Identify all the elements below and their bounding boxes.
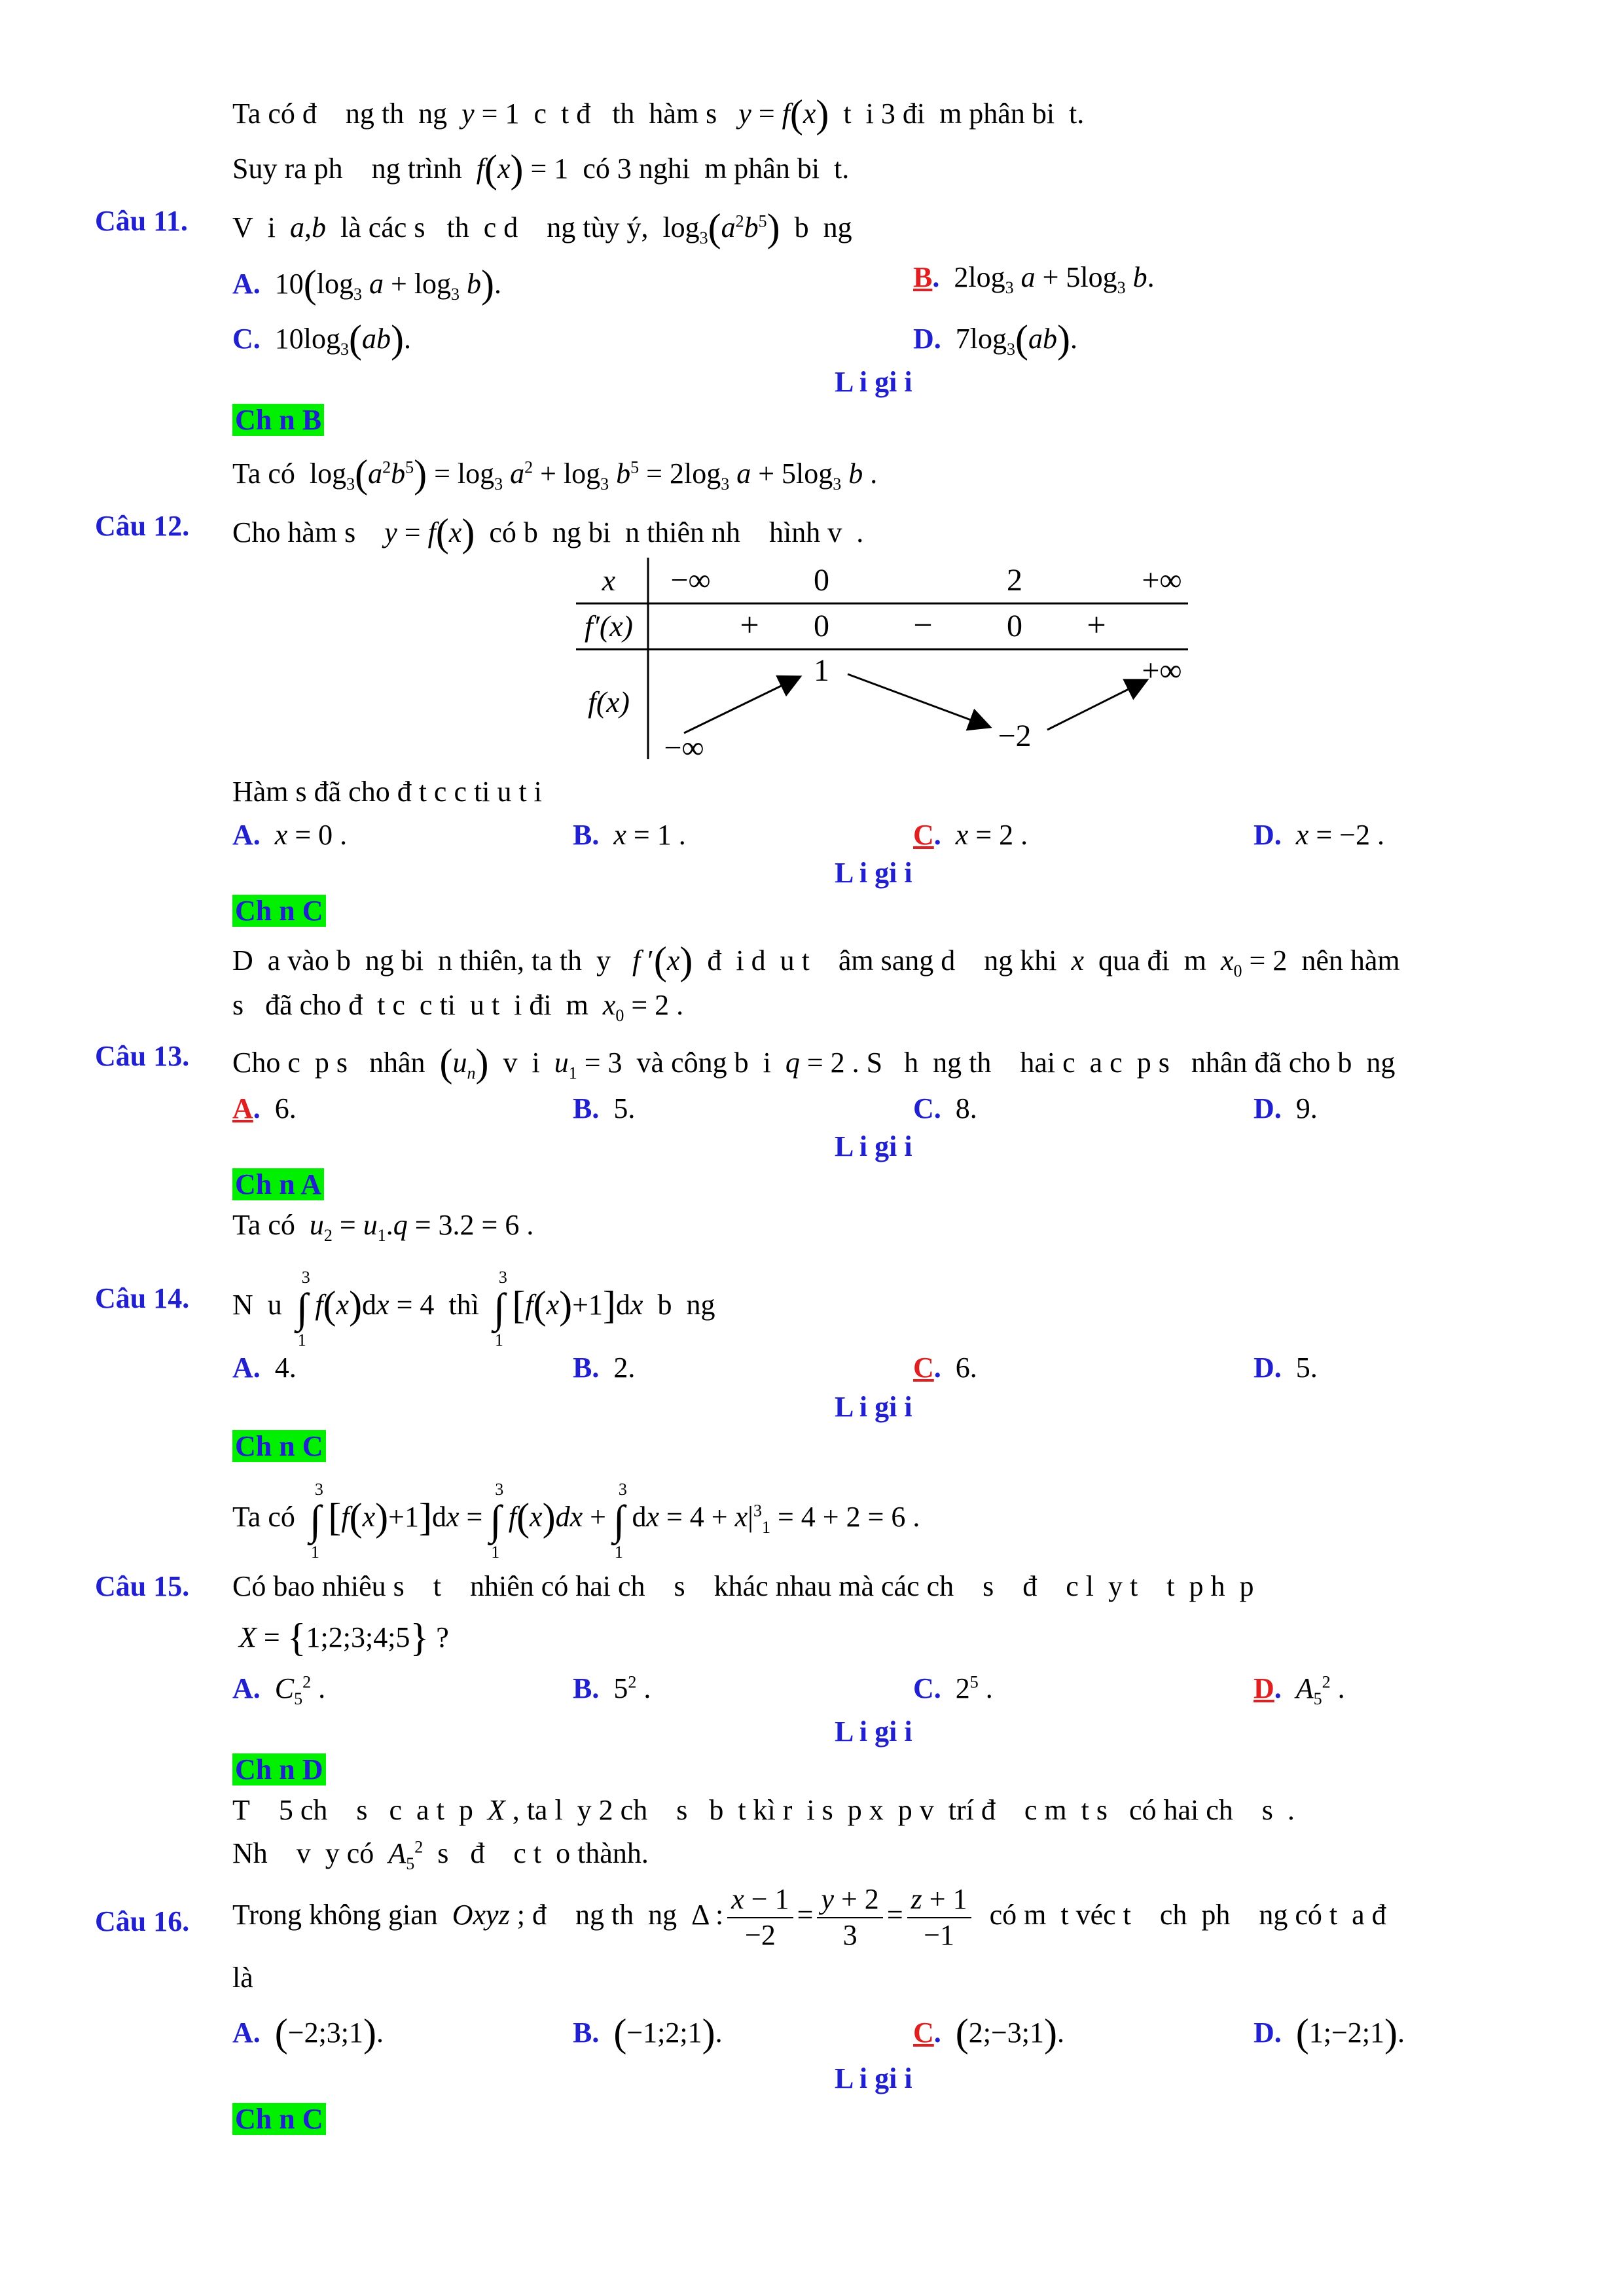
option-a-value: 4. — [274, 1352, 297, 1384]
table-x-label: x — [602, 564, 616, 597]
solution-heading: L i gi i — [835, 1715, 912, 1748]
x-value: 0 — [814, 563, 829, 598]
option-c[interactable]: C. (2;−3;1). — [913, 2011, 1065, 2054]
option-a[interactable]: A. (−2;3;1). — [232, 2011, 384, 2054]
solution-text: T 5 ch s c a t p X , ta l y 2 ch s b t kì r i s p x p v trí đ c m t s có hai ch s . — [232, 1794, 1295, 1826]
option-b[interactable]: B. x = 1 . — [573, 819, 686, 851]
option-d[interactable]: D. 9. — [1254, 1092, 1318, 1124]
solution-text: Ta có ∫ 3 1 [f(x)+1]dx = ∫ 3 1 f(x)dx + ∫ 3 1 dx = $4 + x|^3_1 = 4 + 2 = 6$ . — [232, 1480, 920, 1562]
text-line: Suy ra ph ng trình f(x) = 1 có 3 nghi m phân bi t. — [232, 147, 850, 190]
question-text: Hàm s đã cho đ t c c ti u t i — [232, 776, 542, 808]
chosen-badge: Ch n B — [232, 404, 324, 436]
chosen-badge: Ch n D — [232, 1753, 326, 1785]
f-value: 1 — [814, 653, 829, 688]
solution-text: s đã cho đ t c c ti u t i đi m $x_0 = 2$ . — [232, 989, 684, 1025]
sign: − — [913, 607, 933, 644]
option-d-value: 9. — [1295, 1092, 1318, 1124]
option-a[interactable]: A. $C_5^2$ . — [232, 1672, 326, 1708]
option-b[interactable]: B. $5^2$ . — [573, 1672, 651, 1704]
solution-heading: L i gi i — [835, 2062, 912, 2094]
solution-heading: L i gi i — [835, 1130, 912, 1162]
option-c[interactable]: C. x = 2 . — [913, 819, 1028, 851]
question-text: Cho hàm s y = f(x) có b ng bi n thiên nh hình v . — [232, 511, 864, 554]
option-d[interactable]: D. x = −2 . — [1254, 819, 1384, 851]
f-value: +∞ — [1142, 653, 1182, 688]
f-value: −∞ — [664, 730, 704, 765]
solution-heading: L i gi i — [835, 857, 912, 889]
sign: + — [1087, 607, 1106, 644]
question-label: Câu 16. — [95, 1905, 190, 1937]
chosen-badge: Ch n C — [232, 1430, 326, 1462]
arrow-up — [684, 677, 799, 733]
table-fp-label: f′(x) — [585, 609, 633, 643]
sign: 0 — [814, 609, 829, 643]
option-d[interactable]: D. $A_5^2$ . — [1254, 1672, 1345, 1708]
question-text: Trong không gian Oxyz ; đ ng th ng Δ : $\frac{x - 1}{-2}$ = $\frac{y + 2}{3}$ = $\frac{z + 1}{-1}$ có m t véc t ch ph ng có t a đ — [232, 1883, 1401, 1951]
sign: 0 — [1007, 609, 1022, 643]
chosen-answer — [232, 894, 326, 929]
option-c[interactable]: C. 8. — [913, 1092, 977, 1124]
solution-text: Nh v y có $A_5^2$ s đ c t o thành. — [232, 1837, 649, 1873]
option-a[interactable]: A. x = 0 . — [232, 819, 348, 851]
option-c[interactable]: C. $10\log_3(ab)$. — [232, 317, 411, 361]
question-text: Cho c p s nhân $(u_n)$ v i $u_1 = 3$ và công b i q = 2 . S h ng th hai c a c p s nhân đã cho b ng — [232, 1041, 1396, 1085]
option-d[interactable]: D. (1;−2;1). — [1254, 2011, 1405, 2054]
option-c-value: 6. — [955, 1352, 977, 1384]
chosen-answer — [232, 1753, 326, 1787]
option-d[interactable]: D. $7\log_3(ab)$. — [913, 317, 1077, 361]
question-label: Câu 13. — [95, 1040, 190, 1072]
chosen-badge: Ch n C — [232, 895, 326, 927]
chosen-answer — [232, 2102, 326, 2137]
chosen-answer — [232, 1429, 326, 1464]
arrow-down — [848, 674, 988, 726]
x-value: −∞ — [670, 563, 711, 598]
option-c-value: 8. — [955, 1092, 977, 1124]
variation-table — [569, 550, 1224, 766]
question-text: N u ∫ 3 1 f(x)dx = 4 thì ∫ 3 1 [f(x)+1]dx b ng — [232, 1268, 715, 1350]
option-b[interactable]: B. 2. — [573, 1352, 636, 1384]
question-label: Câu 15. — [95, 1570, 190, 1602]
x-value: +∞ — [1142, 563, 1182, 598]
option-b-value: 2. — [613, 1352, 636, 1384]
option-b[interactable]: B. 5. — [573, 1092, 636, 1124]
question-label: Câu 14. — [95, 1282, 190, 1314]
text-line: Ta có đ ng th ng y = 1 c t đ th hàm s y = f(x) t i 3 đi m phân bi t. — [232, 92, 1085, 135]
solution-text: Ta có $u_2 = u_1.q = 3.2 = 6$ . — [232, 1209, 534, 1245]
chosen-badge: Ch n C — [232, 2103, 326, 2135]
question-text: X = {1;2;3;4;5} ? — [239, 1616, 449, 1659]
option-c[interactable]: C. 6. — [913, 1352, 977, 1384]
option-b[interactable]: B. (−1;2;1). — [573, 2011, 723, 2054]
option-c[interactable]: C. $2^5$ . — [913, 1672, 993, 1704]
option-b-value: 5. — [613, 1092, 636, 1124]
question-label: Câu 12. — [95, 510, 190, 542]
x-value: 2 — [1007, 563, 1022, 598]
solution-heading: L i gi i — [835, 1391, 912, 1423]
question-label: Câu 11. — [95, 205, 188, 237]
f-value: −2 — [998, 719, 1032, 753]
arrow-up — [1047, 681, 1146, 730]
chosen-answer — [232, 403, 324, 438]
option-b[interactable]: B. $2\log_3$ $a + 5\log_3$ b. — [913, 261, 1155, 297]
chosen-answer — [232, 1168, 324, 1202]
option-a[interactable]: A. 6. — [232, 1092, 297, 1124]
table-f-label: f(x) — [588, 685, 630, 719]
solution-text: D a vào b ng bi n thiên, ta th y f ′(x) đ i d u t âm sang d ng khi x qua đi m $x_0 = 2$ nên hàm — [232, 939, 1400, 982]
option-a-value: 6. — [274, 1092, 297, 1124]
question-text: là — [232, 1962, 253, 1994]
question-text: V i a,b là các s th c d ng tùy ý, $\log_3(a^2b^5)$ b ng — [232, 206, 852, 249]
solution-text: Ta có $\log_3(a^2b^5) = \log_3 a^2 + \log_3 b^5 = 2\log_3$ $a + 5\log_3$ b . — [232, 452, 878, 495]
solution-heading: L i gi i — [835, 366, 912, 398]
option-d-value: 5. — [1295, 1352, 1318, 1384]
sign: + — [740, 607, 759, 644]
option-a[interactable]: A. $10(\log_3$ $a + \log_3 b$). — [232, 262, 502, 306]
chosen-badge: Ch n A — [232, 1168, 324, 1200]
option-a[interactable]: A. 4. — [232, 1352, 297, 1384]
option-d[interactable]: D. 5. — [1254, 1352, 1318, 1384]
question-text: Có bao nhiêu s t nhiên có hai ch s khác nhau mà các ch s đ c l y t t p h p — [232, 1570, 1254, 1602]
